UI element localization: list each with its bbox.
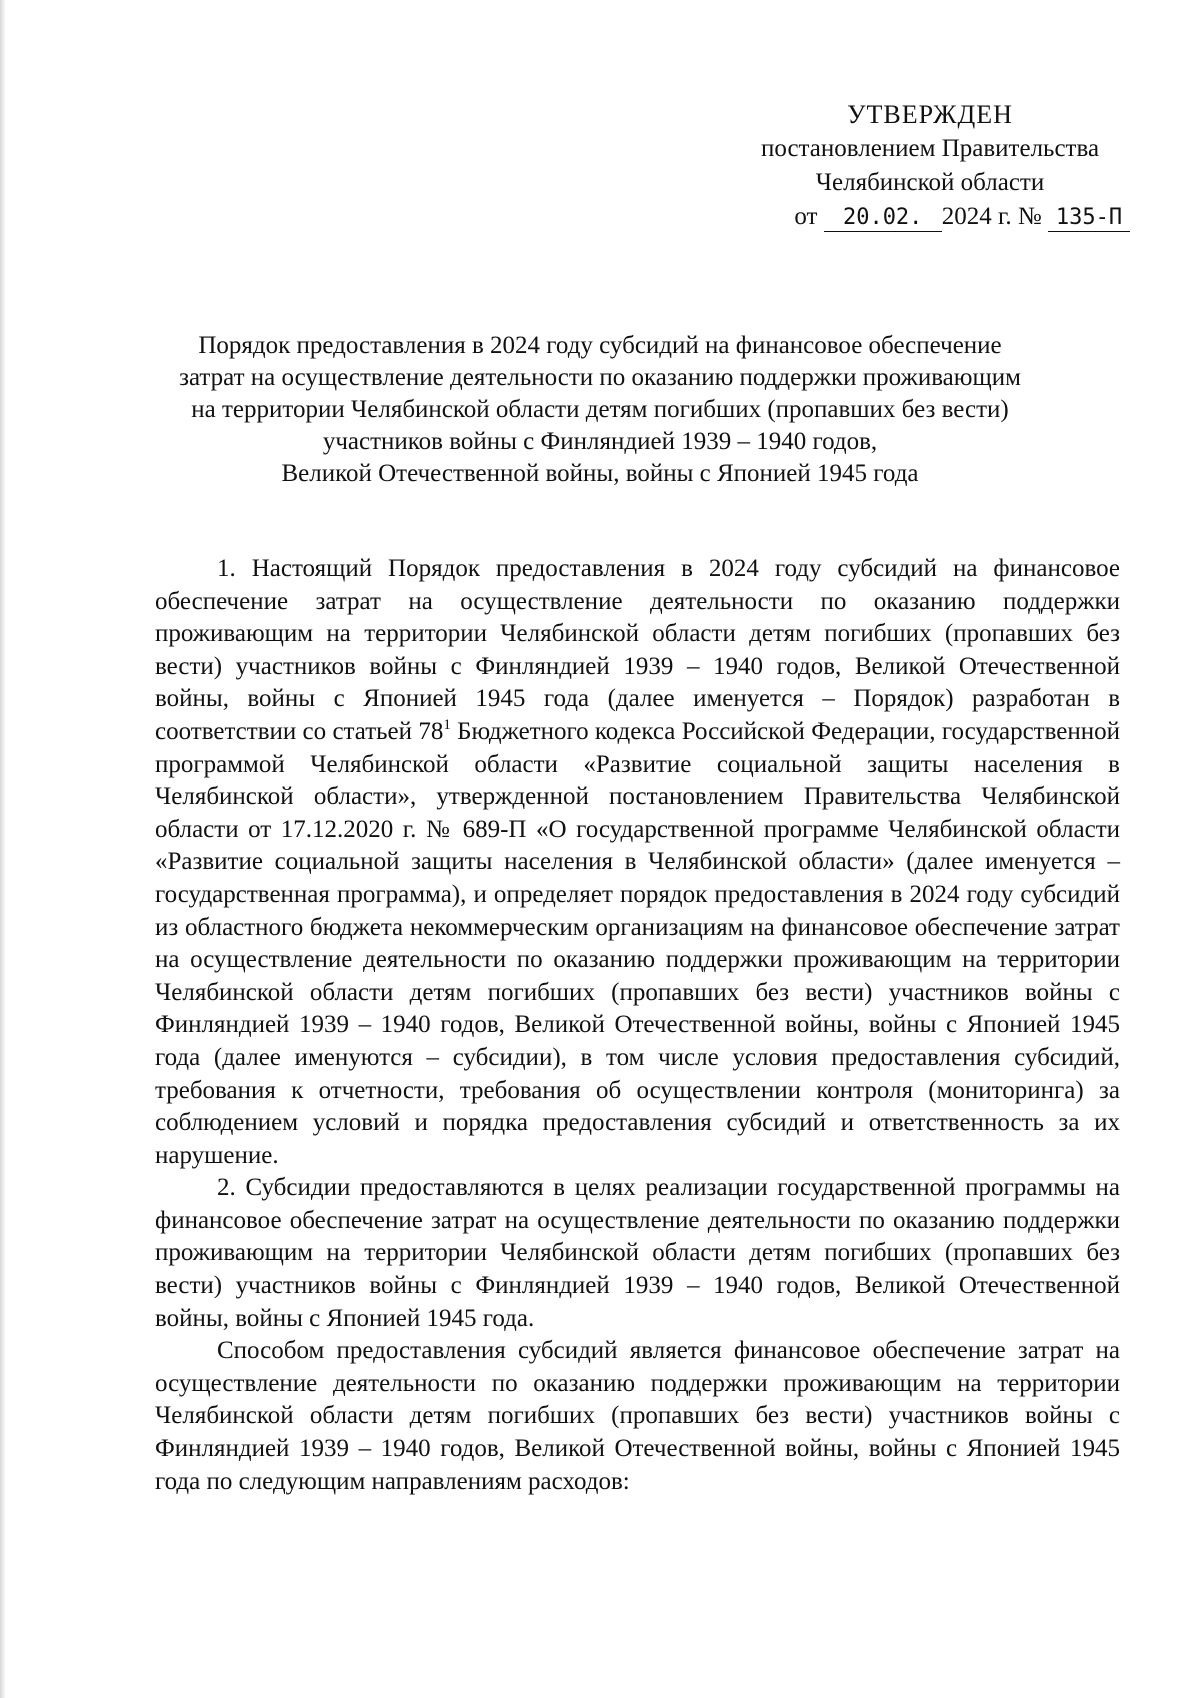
paragraph-3: Способом предоставления субсидий является финансовое обеспечение затрат на осуществление деятельности по оказанию поддержки проживающим на территории Челябинской области детям погибших (пропавших без вести) участников войны с Финляндией 1939 – 1940 годов, Великой Отечественной войны, войны с Японией 1945 года по следующим направлениям расходов: — [155, 1337, 1120, 1495]
approval-date-line — [720, 200, 1130, 234]
title-line: участников войны с Финляндией 1939 – 1940 годов, — [322, 428, 878, 455]
approval-block — [720, 98, 1140, 234]
paragraph-1 — [155, 553, 1120, 1172]
paragraph-1-text-b: Бюджетного кодекса Российской Федерации, государственной программой Челябинской области «Развитие социальной защиты населения в Челябинской области», утвержденной постановлением Правительства Челябинской области от 17.12.2020 г. № 689-П «О государственной программе Челябинской области «Развитие социальной защиты населения в Челябинской области» (далее именуется – государственная программа), и определяет порядок предоставления в 2024 году субсидий из областного бюджета некоммерческим организациям на финансовое обеспечение затрат на осуществление деятельности по оказанию поддержки проживающим на территории Челябинской области детям погибших (пропавших без вести) участников войны с Финляндией 1939 – 1940 годов, Великой Отечественной войны, войны с Японией 1945 года (далее именуются – субсидии), в том числе условия предоставления субсидий, требования к отчетности, требования об осуществлении контроля (мониторинга) за соблюдением условий и порядка предоставления субсидий и ответственность за их нарушение. — [155, 717, 1120, 1169]
approval-line-2: Челябинской области — [815, 169, 1045, 196]
title-line: на территории Челябинской области детям погибших (пропавших без вести) — [191, 396, 1009, 423]
date-prefix: от — [794, 203, 818, 230]
approval-line-1: постановлением Правительства — [760, 135, 1100, 162]
approval-heading: УТВЕРЖДЕН — [847, 100, 1013, 129]
paragraph-1-text-a: 1. Настоящий Порядок предоставления в 2024 году субсидий на финансовое обеспечение затрат на осуществление деятельности по оказанию поддержки проживающим на территории Челябинской области детям погибших (пропавших без вести) участников войны с Финляндией 1939 – 1940 годов, Великой Отечественной войны, войны с Японией 1945 года (далее именуется – Порядок) разработан в соответствии со статьей 78 — [155, 555, 1120, 745]
paragraph-2: 2. Субсидии предоставляются в целях реализации государственной программы на финансовое обеспечение затрат на осуществление деятельности по оказанию поддержки проживающим на территории Челябинской области детям погибших (пропавших без вести) участников войны с Финляндией 1939 – 1940 годов, Великой Отечественной войны, войны с Японией 1945 года. — [155, 1174, 1120, 1332]
article-superscript: 1 — [443, 716, 451, 733]
document-body — [155, 553, 1120, 1498]
scan-edge — [0, 0, 6, 1698]
approval-number-field: 135-П — [1048, 205, 1130, 232]
date-suffix: 2024 г. № — [941, 203, 1042, 230]
title-line: затрат на осуществление деятельности по оказанию поддержки проживающим — [179, 364, 1021, 391]
document-title — [150, 330, 1050, 490]
approval-date-field: 20.02. — [824, 205, 942, 232]
title-line: Великой Отечественной войны, войны с Японией 1945 года — [281, 460, 919, 487]
title-line: Порядок предоставления в 2024 году субсидий на финансовое обеспечение — [198, 332, 1002, 359]
